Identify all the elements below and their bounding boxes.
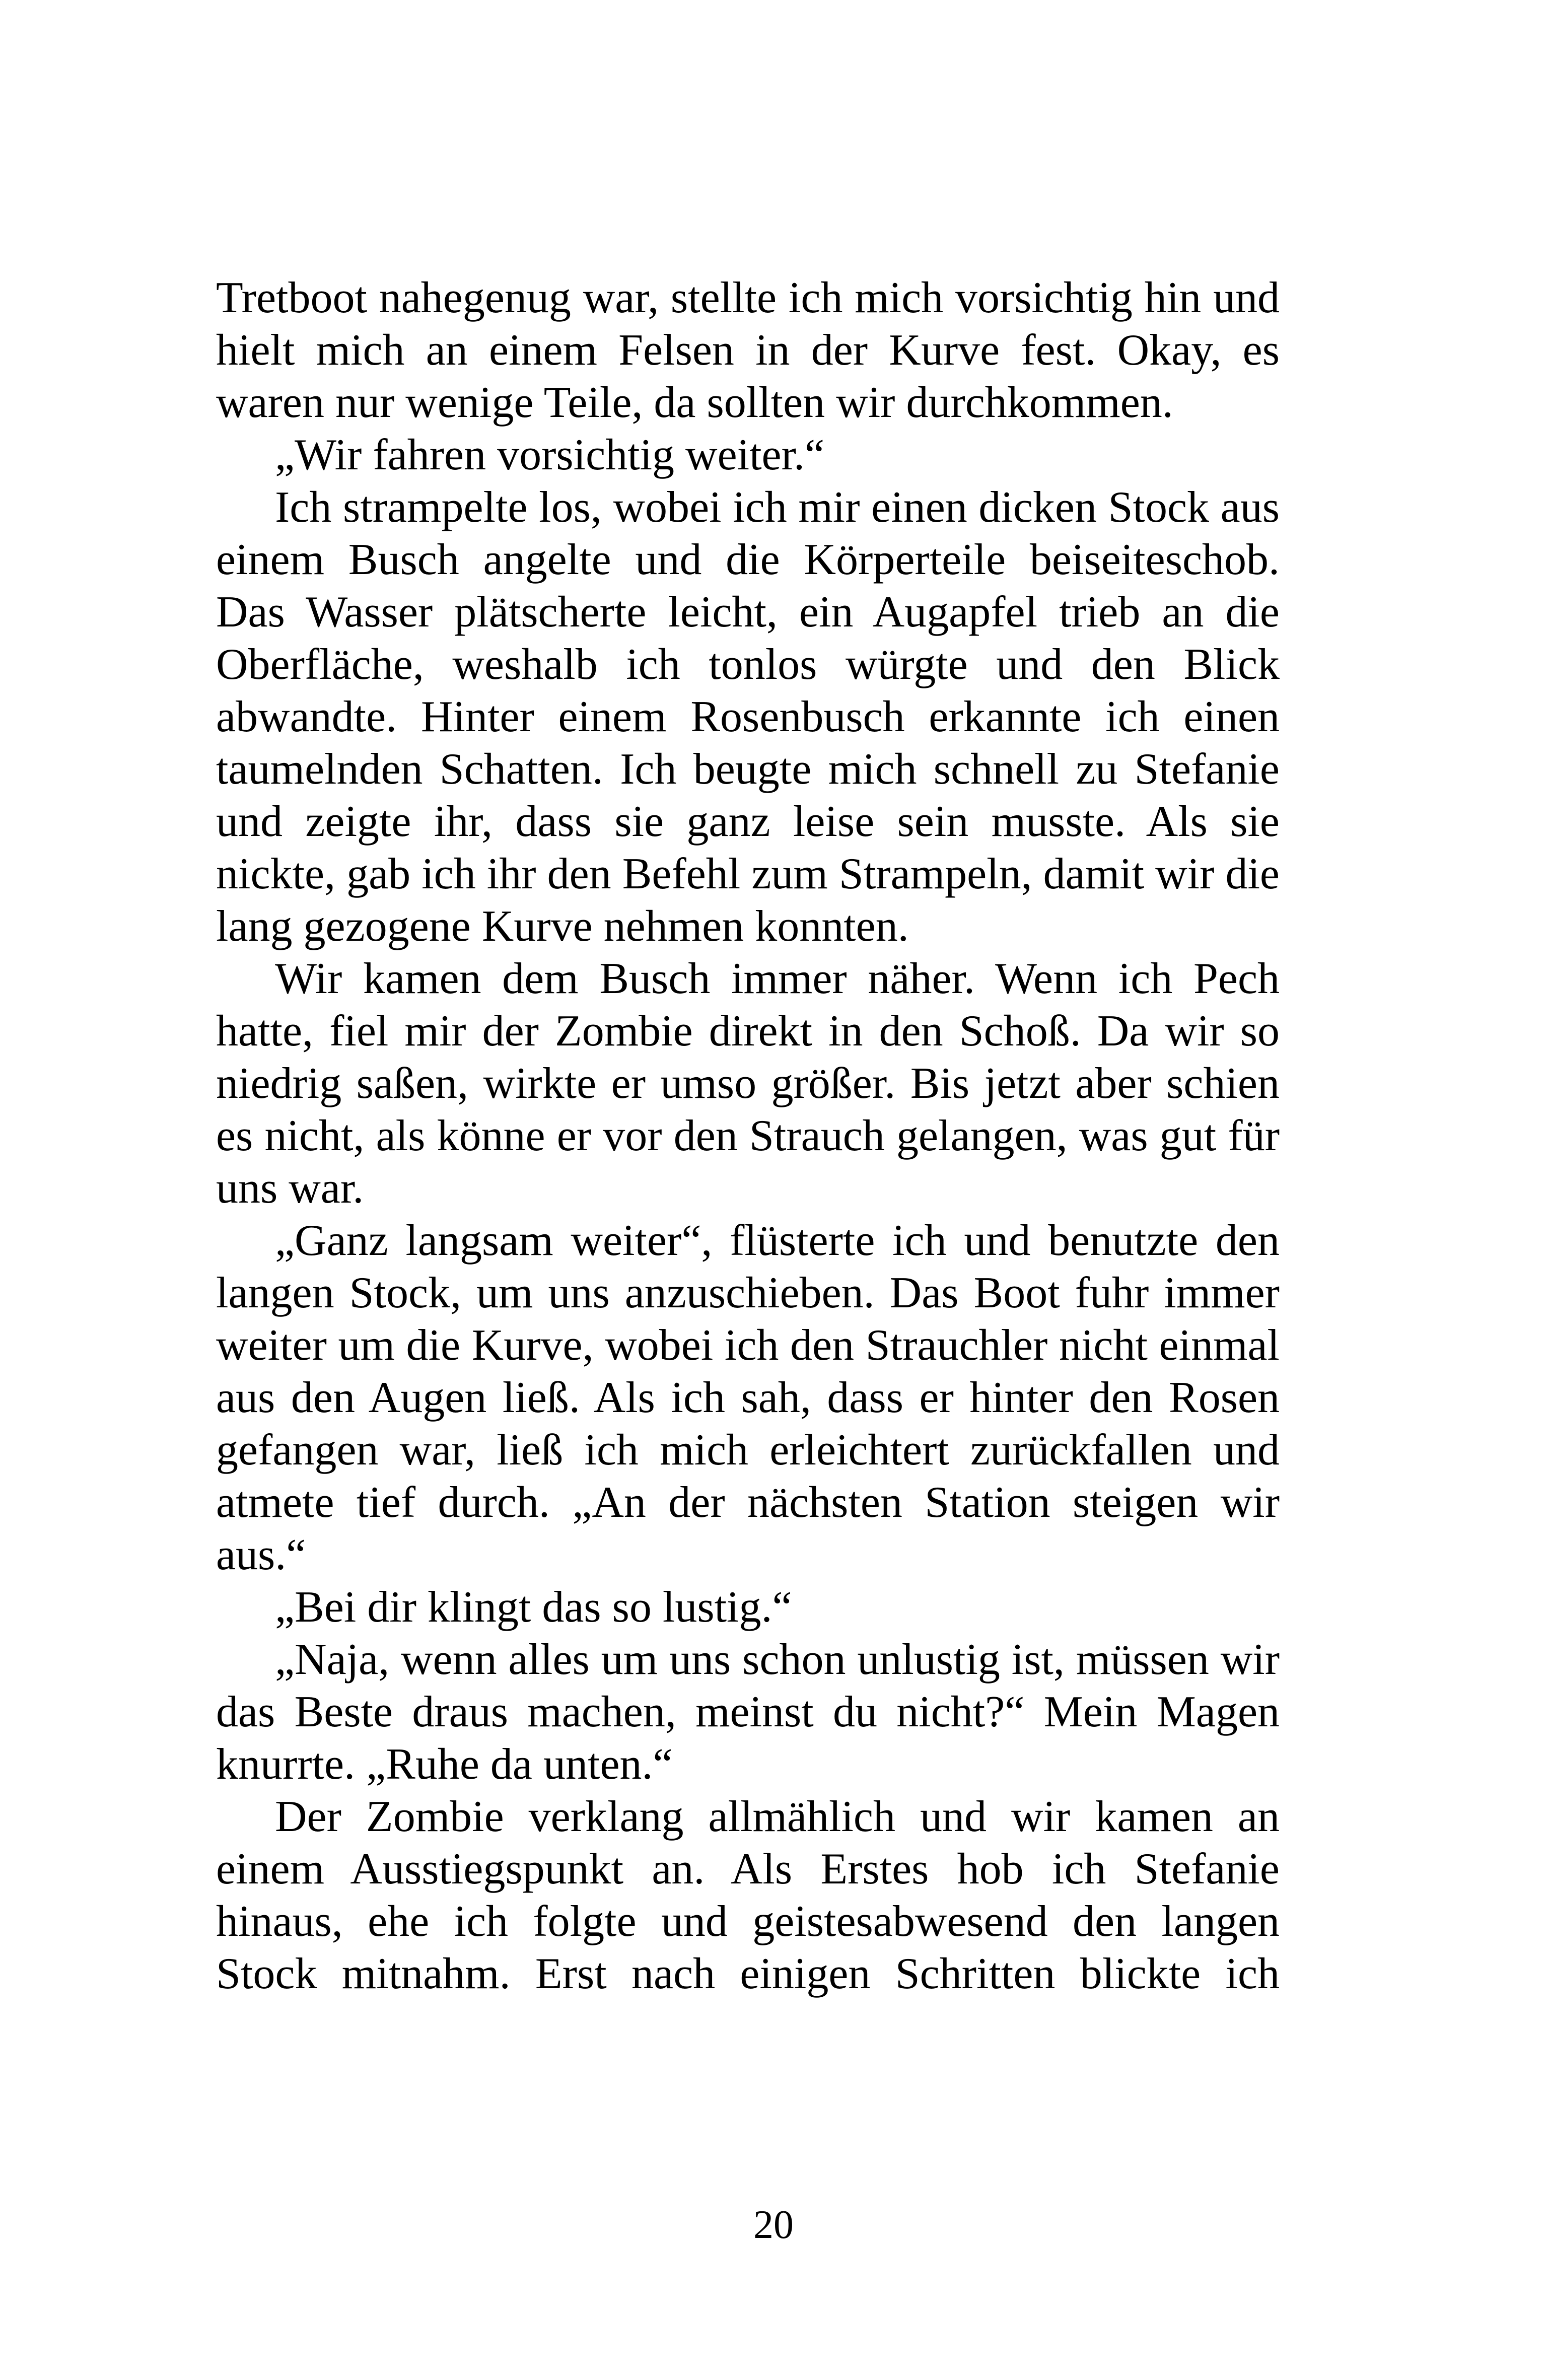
paragraph: „Ganz langsam weiter“, flüsterte ich und benutzte den langen Stock, um uns anzuschieben. Das Boot fuhr immer weiter um die Kurve, wobei ich den Strauchler nicht einmal aus den Augen ließ. Als ich sah, dass er hinter den Rosen gefangen war, ließ ich mich erleichtert zurückfallen und atmete tief durch. „An der nächsten Station steigen wir aus.“ xyxy=(216,1216,1280,1579)
paragraph: Der Zombie verklang allmählich und wir kamen an einem Ausstiegspunkt an. Als Erstes hob ich Stefanie hinaus, ehe ich folgte und geistesabwesend den langen Stock mitnahm. Erst nach einigen Schritten blickte ich xyxy=(216,1792,1280,1998)
paragraph: „Bei dir klingt das so lustig.“ xyxy=(275,1583,792,1632)
paragraph: Tretboot nahegenug war, stellte ich mich vorsichtig hin und hielt mich an einem Felsen in der Kurve fest. Okay, es waren nur wenige Teile, da sollten wir durchkommen. xyxy=(216,273,1280,427)
paragraph: „Wir fahren vorsichtig weiter.“ xyxy=(275,431,825,479)
paragraph: „Naja, wenn alles um uns schon unlustig ist, müssen wir das Beste draus machen, meinst du nicht?“ Mein Magen knurrte. „Ruhe da unten.“ xyxy=(216,1635,1280,1789)
paragraph: Wir kamen dem Busch immer näher. Wenn ich Pech hatte, fiel mir der Zombie direkt in den Schoß. Da wir so niedrig saßen, wirkte er umso größer. Bis jetzt aber schien es nicht, als könne er vor den Strauch gelangen, was gut für uns war. xyxy=(216,954,1280,1213)
page-number: 20 xyxy=(753,2203,794,2247)
body-text xyxy=(216,272,1280,2000)
paragraph: Ich strampelte los, wobei ich mir einen dicken Stock aus einem Busch angelte und die Körperteile beiseiteschob. Das Wasser plätscherte leicht, ein Augapfel trieb an die Oberfläche, weshalb ich tonlos würgte und den Blick abwandte. Hinter einem Rosenbusch erkannte ich einen taumelnden Schatten. Ich beugte mich schnell zu Stefanie und zeigte ihr, dass sie ganz leise sein musste. Als sie nickte, gab ich ihr den Befehl zum Strampeln, damit wir die lang gezogene Kurve nehmen konnten. xyxy=(216,483,1280,951)
